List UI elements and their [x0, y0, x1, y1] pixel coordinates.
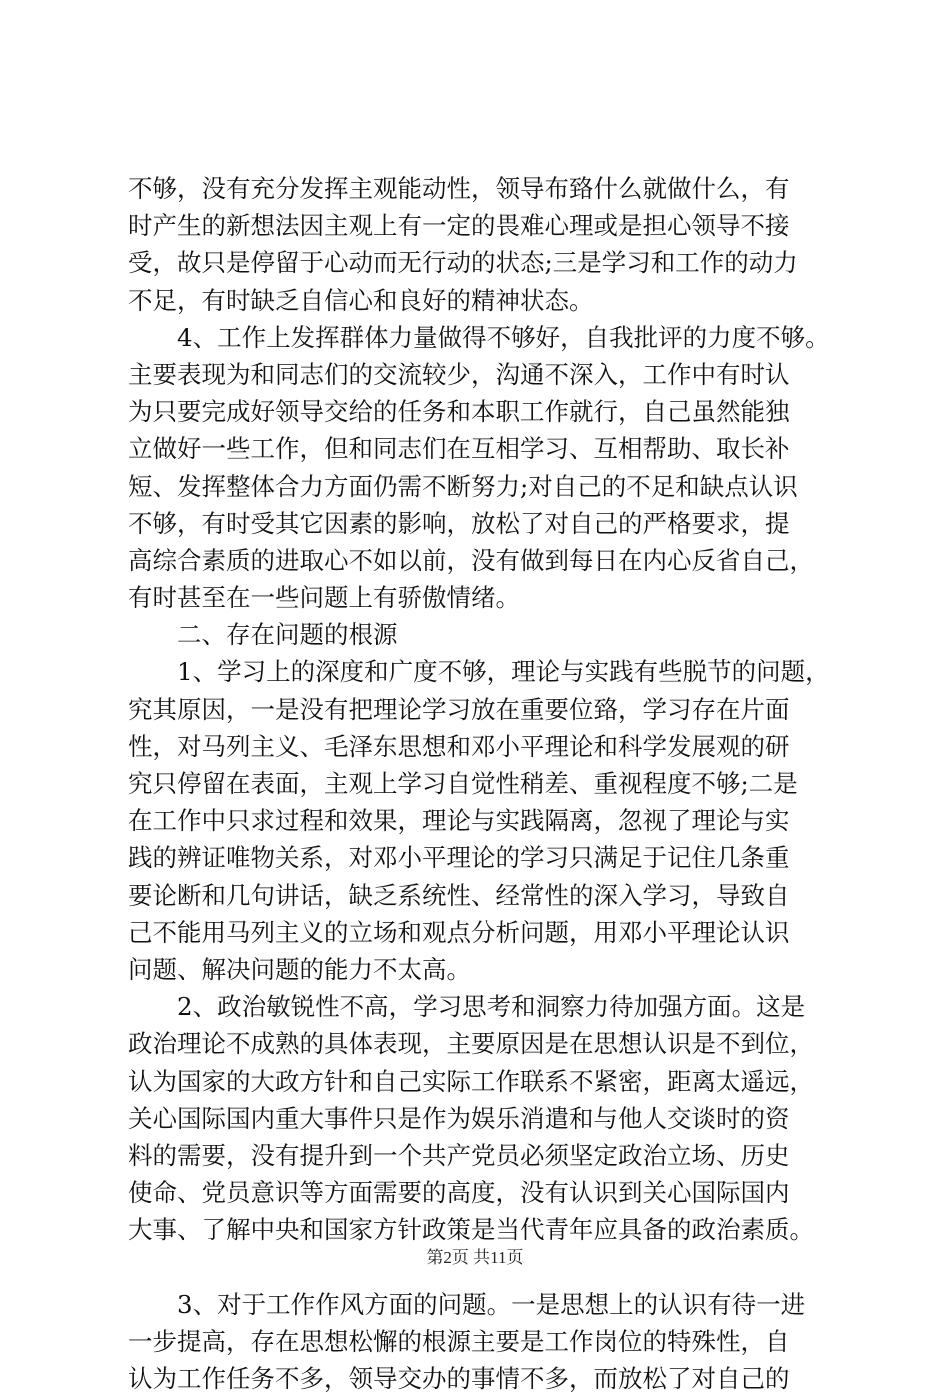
text-line: 不够，有时受其它因素的影响，放松了对自己的严格要求，提 — [128, 508, 790, 538]
text-line: 为只要完成好领导交给的任务和本职工作就行，自己虽然能独 — [128, 397, 790, 427]
text-line: 认为国家的大政方针和自己实际工作联系不紧密，距离太遥远， — [128, 1066, 814, 1096]
page-number-text: 第2页 共11页 — [426, 1248, 524, 1267]
paragraph-start-line: 3、对于工作作风方面的问题。一是思想上的认识有待一进 — [177, 1289, 806, 1319]
text-line: 料的需要，没有提升到一个共产党员必须坚定政治立场、历史 — [128, 1140, 790, 1170]
text-line: 究其原因，一是没有把理论学习放在重要位臵，学习存在片面 — [128, 694, 790, 724]
text-line: 关心国际国内重大事件只是作为娱乐消遣和与他人交谈时的资 — [128, 1103, 790, 1133]
text-line: 短、发挥整体合力方面仍需不断努力;对自己的不足和缺点认识 — [128, 471, 798, 501]
text-line: 在工作中只求过程和效果，理论与实践隔离，忽视了理论与实 — [128, 806, 790, 836]
text-line: 要论断和几句讲话，缺乏系统性、经常性的深入学习，导致自 — [128, 880, 790, 910]
paragraph-start-line: 2、政治敏锐性不高，学习思考和洞察力待加强方面。这是 — [177, 992, 806, 1022]
paragraph-start-line: 1、学习上的深度和广度不够，理论与实践有些脱节的问题， — [177, 657, 830, 687]
text-line: 主要表现为和同志们的交流较少，沟通不深入，工作中有时认 — [128, 359, 790, 389]
text-line: 立做好一些工作，但和同志们在互相学习、互相帮助、取长补 — [128, 434, 790, 464]
text-line: 认为工作任务不多，领导交办的事情不多，而放松了对自己的 — [128, 1364, 790, 1393]
text-line: 一步提高，存在思想松懈的根源主要是工作岗位的特殊性，自 — [128, 1326, 790, 1356]
document-body — [128, 170, 850, 1397]
text-line: 受，故只是停留于心动而无行动的状态;三是学习和工作的动力 — [128, 248, 798, 278]
page-footer — [0, 1243, 950, 1268]
paragraph-start-line: 4、工作上发挥群体力量做得不够好，自我批评的力度不够。 — [177, 322, 830, 352]
text-line: 究只停留在表面，主观上学习自觉性稍差、重视程度不够;二是 — [128, 769, 798, 798]
text-line: 己不能用马列主义的立场和观点分析问题，用邓小平理论认识 — [128, 917, 790, 947]
text-line: 问题、解决问题的能力不太高。 — [128, 954, 471, 984]
text-line: 不足，有时缺乏自信心和良好的精神状态。 — [128, 285, 594, 315]
text-line: 时产生的新想法因主观上有一定的畏难心理或是担心领导不接 — [128, 211, 790, 241]
text-line: 不够，没有充分发挥主观能动性，领导布臵什么就做什么，有 — [128, 174, 790, 203]
text-line: 性，对马列主义、毛泽东思想和邓小平理论和科学发展观的研 — [128, 731, 790, 761]
text-line: 践的辨证唯物关系，对邓小平理论的学习只满足于记住几条重 — [128, 843, 790, 873]
text-line: 政治理论不成熟的具体表现，主要原因是在思想认识是不到位， — [128, 1029, 814, 1059]
text-line: 有时甚至在一些问题上有骄傲情绪。 — [128, 583, 520, 613]
text-line: 高综合素质的进取心不如以前，没有做到每日在内心反省自己， — [128, 545, 814, 575]
text-line: 大事、了解中央和国家方针政策是当代青年应具备的政治素质。 — [128, 1215, 814, 1245]
section-heading: 二、存在问题的根源 — [177, 620, 398, 650]
text-line: 使命、党员意识等方面需要的高度，没有认识到关心国际国内 — [128, 1178, 790, 1208]
